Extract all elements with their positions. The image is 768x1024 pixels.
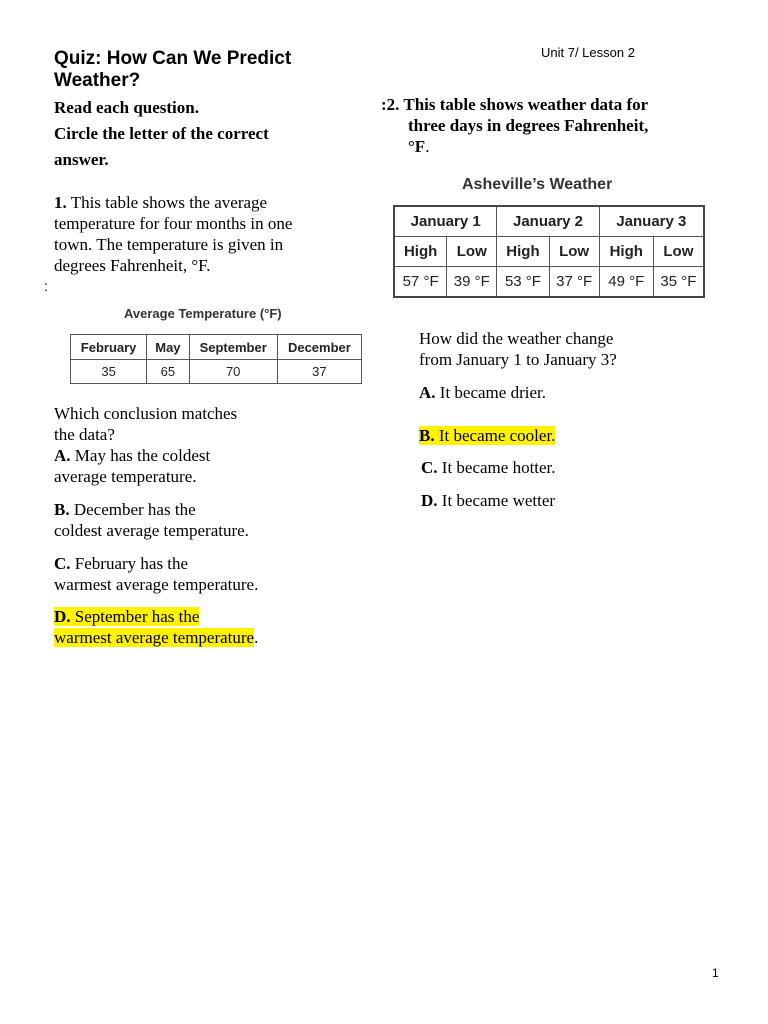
q2-value-cell: 39 °F (447, 267, 497, 298)
option-text: It became wetter (441, 491, 556, 510)
q2-prompt (381, 94, 648, 157)
q2-option-b-highlighted[interactable] (419, 425, 555, 446)
q2-option-a[interactable] (419, 382, 546, 403)
q1-header-cell: February (71, 335, 147, 360)
q2-question (419, 328, 617, 370)
option-letter: B. (54, 500, 70, 519)
q2-subheader-cell: High (394, 237, 447, 267)
q2-day-header: January 3 (599, 206, 704, 237)
q1-value-cell: 65 (147, 360, 189, 384)
q1-option-a[interactable] (54, 445, 210, 487)
instruction-answer: answer. (54, 150, 109, 169)
q1-option-b[interactable] (54, 499, 249, 541)
q1-prompt-line: This table shows the average (70, 193, 268, 212)
q2-prompt-tail: . (425, 137, 430, 156)
q2-weather-table (393, 205, 705, 298)
q1-value-cell: 70 (189, 360, 277, 384)
q1-number: 1. (54, 193, 67, 212)
q1-question (54, 403, 237, 445)
instruction-circle: Circle the letter of the correct (54, 124, 269, 143)
q1-prompt-line: temperature for four months in one (54, 214, 293, 233)
q1-header-cell: May (147, 335, 189, 360)
option-text: September has the (74, 607, 200, 626)
q2-day-header: January 2 (497, 206, 599, 237)
option-text: December has the (73, 500, 196, 519)
option-text: It became cooler. (438, 426, 556, 445)
q2-subheader-cell: Low (447, 237, 497, 267)
q1-prompt (54, 192, 344, 276)
q1-question-line: the data? (54, 425, 115, 444)
q1-question-line: Which conclusion matches (54, 404, 238, 423)
option-text: It became hotter. (441, 458, 556, 477)
q2-option-d[interactable] (421, 490, 555, 511)
option-text: coldest average temperature. (54, 521, 249, 540)
q1-header-cell: December (277, 335, 361, 360)
q2-value-cell: 57 °F (394, 267, 447, 298)
q2-question-line: from January 1 to January 3? (419, 350, 617, 369)
option-letter: B. (419, 426, 435, 445)
q2-prompt-line: three days in degrees Fahrenheit, (408, 116, 649, 135)
q2-subheader-cell: Low (653, 237, 704, 267)
instruction-read: Read each question. (54, 98, 199, 117)
q2-prompt-line: This table shows weather data for (403, 95, 649, 114)
option-text: warmest average temperature. (54, 575, 259, 594)
q2-value-cell: 53 °F (497, 267, 549, 298)
q2-question-line: How did the weather change (419, 329, 614, 348)
q2-prompt-unit: °F (408, 137, 426, 156)
q2-option-c[interactable] (421, 457, 556, 478)
q2-value-cell: 35 °F (653, 267, 704, 298)
option-tail: . (254, 628, 259, 647)
option-text: warmest average temperature (54, 628, 255, 647)
q2-number: :2. (381, 95, 400, 114)
option-letter: A. (419, 383, 436, 402)
q2-value-cell: 49 °F (599, 267, 653, 298)
q1-value-cell: 37 (277, 360, 361, 384)
q2-subheader-cell: High (497, 237, 549, 267)
q1-option-d-highlighted[interactable] (54, 606, 258, 648)
option-text: average temperature. (54, 467, 197, 486)
option-text: It became drier. (439, 383, 546, 402)
page-number: 1 (712, 966, 719, 980)
q2-subheader-cell: Low (549, 237, 599, 267)
q1-table-title: Average Temperature (°F) (124, 306, 282, 321)
option-letter: D. (54, 607, 71, 626)
stray-mark: : (44, 278, 48, 294)
q2-subheader-cell: High (599, 237, 653, 267)
unit-lesson-label: Unit 7/ Lesson 2 (541, 45, 635, 60)
q1-temperature-table (70, 334, 362, 384)
option-letter: D. (421, 491, 438, 510)
quiz-title: Quiz: How Can We Predict Weather? (54, 48, 292, 91)
q1-prompt-line: town. The temperature is given in (54, 235, 284, 254)
q1-prompt-line: degrees Fahrenheit, °F. (54, 256, 211, 275)
q2-value-cell: 37 °F (549, 267, 599, 298)
option-text: February has the (74, 554, 189, 573)
option-text: May has the coldest (74, 446, 211, 465)
option-letter: A. (54, 446, 71, 465)
option-letter: C. (54, 554, 71, 573)
q2-table-title: Asheville’s Weather (462, 176, 613, 193)
q1-option-c[interactable] (54, 553, 258, 595)
option-letter: C. (421, 458, 438, 477)
q2-day-header: January 1 (394, 206, 497, 237)
q1-header-cell: September (189, 335, 277, 360)
q1-value-cell: 35 (71, 360, 147, 384)
